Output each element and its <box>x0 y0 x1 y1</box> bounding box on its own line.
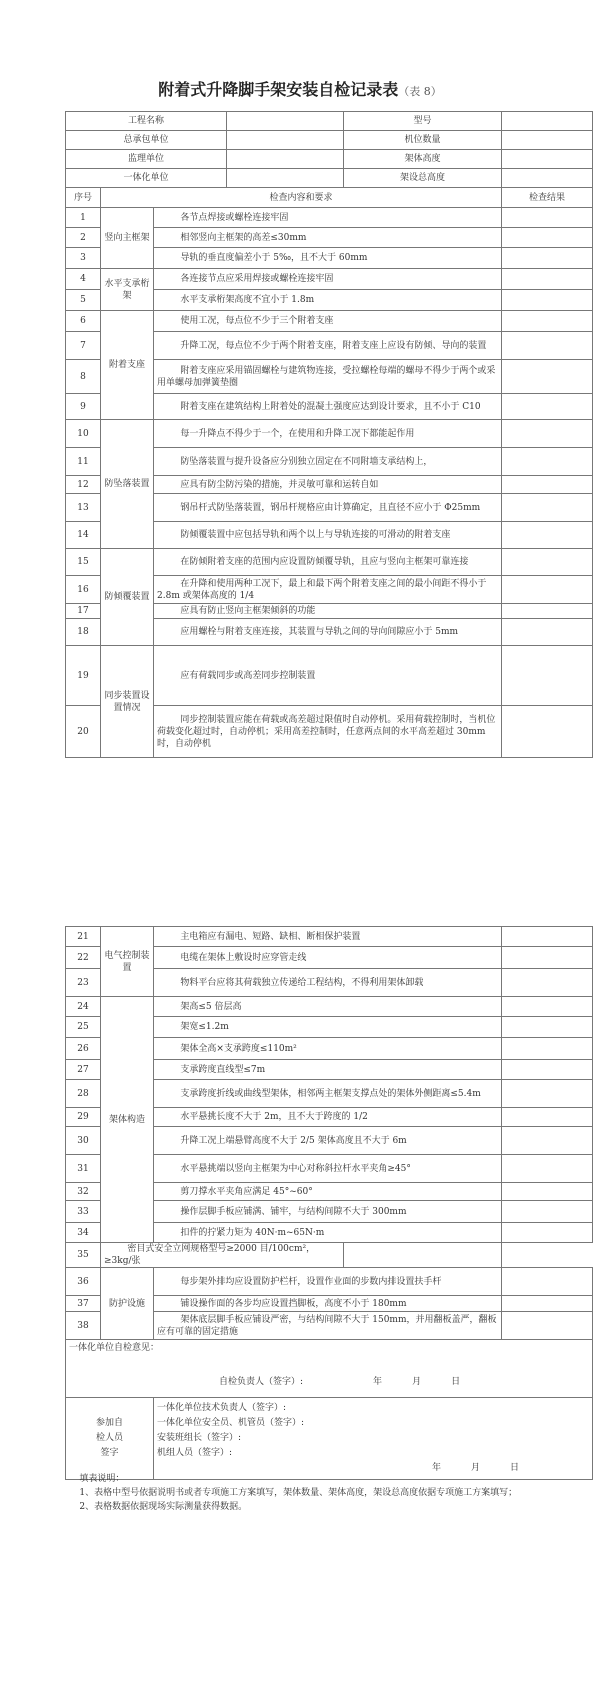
group-label: 架体构造 <box>101 997 154 1243</box>
check-result[interactable] <box>502 969 593 997</box>
group-label: 电气控制装置 <box>101 927 154 997</box>
check-result[interactable] <box>502 1201 593 1223</box>
integrated-unit-value[interactable] <box>227 169 344 188</box>
check-item: 升降工况上端悬臂高度不大于 2/5 架体高度且不大于 6m <box>154 1127 502 1155</box>
safety-officer-signature: 一体化单位安全员、机管员（签字）: <box>157 1418 305 1428</box>
participants-date: 年 月 日 <box>431 1463 520 1473</box>
check-result[interactable] <box>502 1038 593 1060</box>
participants-signatures[interactable] <box>154 1398 593 1480</box>
check-result[interactable] <box>502 269 593 290</box>
note-item: 2、表格数据依据现场实际测量获得数据。 <box>79 1502 248 1512</box>
col-header-no: 序号 <box>66 188 101 208</box>
check-result[interactable] <box>502 1268 593 1296</box>
frame-height-label: 架体高度 <box>344 150 502 169</box>
frame-height-value[interactable] <box>502 150 593 169</box>
check-item: 应具有防尘防污染的措施，并灵敏可靠和运转自如 <box>154 476 502 494</box>
check-result[interactable] <box>502 290 593 311</box>
check-item: 应用螺栓与附着支座连接，其装置与导轨之间的导向间隙应小于 5mm <box>154 619 502 646</box>
check-item: 操作层脚手板应铺满、铺牢，与结构间隙不大于 300mm <box>154 1201 502 1223</box>
header-row <box>66 112 593 131</box>
check-result[interactable] <box>502 706 593 758</box>
check-result[interactable] <box>502 1080 593 1108</box>
check-item: 同步控制装置应能在荷载或高差超过限值时自动停机。采用荷载控制时，当机位荷载变化超过时，自动停机；采用高差控制时，任意两点间的水平高差超过 30mm 时，自动停机 <box>154 706 502 758</box>
row-number: 10 <box>66 420 101 448</box>
crew-signature: 机组人员（签字）: <box>157 1448 233 1458</box>
table-row <box>66 646 593 706</box>
check-item: 铺设操作面的各步均应设置挡脚板，高度不小于 180mm <box>154 1296 502 1312</box>
check-item: 每一升降点不得少于一个，在使用和升降工况下都能起作用 <box>154 420 502 448</box>
row-number: 25 <box>66 1017 101 1038</box>
check-result[interactable] <box>502 1223 593 1243</box>
self-check-opinion-cell[interactable] <box>66 1340 593 1398</box>
row-number: 22 <box>66 947 101 969</box>
inspection-table-part-1 <box>65 111 593 758</box>
row-number: 31 <box>66 1155 101 1183</box>
row-number: 13 <box>66 494 101 522</box>
check-result[interactable] <box>502 1017 593 1038</box>
check-item: 水平支承桁架高度不宜小于 1.8m <box>154 290 502 311</box>
row-number: 32 <box>66 1183 101 1201</box>
check-item: 各节点焊接或螺栓连接牢固 <box>154 208 502 228</box>
check-result[interactable] <box>502 646 593 706</box>
row-number: 24 <box>66 997 101 1017</box>
check-item: 每步架外排均应设置防护栏杆，设置作业面的步数内排设置扶手杆 <box>154 1268 502 1296</box>
check-result[interactable] <box>502 420 593 448</box>
check-result[interactable] <box>502 228 593 248</box>
group-label: 防倾覆装置 <box>101 549 154 646</box>
row-number: 19 <box>66 646 101 706</box>
general-contractor-value[interactable] <box>227 131 344 150</box>
check-result[interactable] <box>502 619 593 646</box>
check-item: 使用工况，每点位不少于三个附着支座 <box>154 311 502 332</box>
check-result[interactable] <box>344 1243 502 1268</box>
row-number: 20 <box>66 706 101 758</box>
check-result[interactable] <box>502 448 593 476</box>
check-result[interactable] <box>502 332 593 360</box>
check-result[interactable] <box>502 1127 593 1155</box>
row-number: 1 <box>66 208 101 228</box>
check-item: 升降工况，每点位不少于两个附着支座，附着支座上应设有防倾、导向的装置 <box>154 332 502 360</box>
row-number: 38 <box>66 1312 101 1340</box>
check-item: 在升降和使用两种工况下，最上和最下两个附着支座之间的最小间距不得小于 2.8m 或架体高度的 1/4 <box>154 576 502 604</box>
project-name-value[interactable] <box>227 112 344 131</box>
inspection-table-part-2 <box>65 926 593 1480</box>
self-check-sign-label: 自检负责人（签字）: <box>219 1377 304 1387</box>
total-height-value[interactable] <box>502 169 593 188</box>
check-item: 主电箱应有漏电、短路、缺相、断相保护装置 <box>154 927 502 947</box>
check-item: 架体全高×支承跨度≤110m² <box>154 1038 502 1060</box>
check-result[interactable] <box>502 360 593 394</box>
check-item: 架宽≤1.2m <box>154 1017 502 1038</box>
supervision-unit-value[interactable] <box>227 150 344 169</box>
table-row <box>66 269 593 290</box>
check-result[interactable] <box>502 394 593 420</box>
col-header-result: 检查结果 <box>502 188 593 208</box>
check-item: 各连接节点应采用焊接或螺栓连接牢固 <box>154 269 502 290</box>
general-contractor-label: 总承包单位 <box>66 131 227 150</box>
row-number: 35 <box>66 1243 101 1268</box>
check-result[interactable] <box>502 549 593 576</box>
check-result[interactable] <box>502 476 593 494</box>
header-row <box>66 131 593 150</box>
row-number: 29 <box>66 1108 101 1127</box>
participants-label-cell <box>66 1398 154 1480</box>
check-item: 附着支座在建筑结构上附着处的混凝土强度应达到设计要求，且不小于 C10 <box>154 394 502 420</box>
row-number: 21 <box>66 927 101 947</box>
row-number: 26 <box>66 1038 101 1060</box>
check-item: 架高≤5 倍层高 <box>154 997 502 1017</box>
row-number: 16 <box>66 576 101 604</box>
table-row <box>66 420 593 448</box>
check-item: 水平悬挑端以竖向主框架为中心对称斜拉杆水平夹角≥45° <box>154 1155 502 1183</box>
check-result[interactable] <box>502 1183 593 1201</box>
row-number: 15 <box>66 549 101 576</box>
table-row <box>66 311 593 332</box>
row-number: 11 <box>66 448 101 476</box>
notes-title: 填表说明： <box>79 1474 125 1484</box>
project-name-label: 工程名称 <box>66 112 227 131</box>
check-result[interactable] <box>502 208 593 228</box>
check-item: 应具有防止竖向主框架倾斜的功能 <box>154 604 502 619</box>
check-item: 扣件的拧紧力矩为 40N·m~65N·m <box>154 1223 502 1243</box>
check-result[interactable] <box>502 1155 593 1183</box>
check-item: 物料平台应将其荷载独立传递给工程结构，不得利用架体卸载 <box>154 969 502 997</box>
filling-instructions <box>65 1472 592 1514</box>
row-number: 14 <box>66 522 101 549</box>
group-label: 水平支承桁架 <box>101 269 154 311</box>
group-label: 防坠落装置 <box>101 420 154 549</box>
header-row <box>66 150 593 169</box>
model-label: 型号 <box>344 112 502 131</box>
check-item: 水平悬挑长度不大于 2m，且不大于跨度的 1/2 <box>154 1108 502 1127</box>
row-number: 17 <box>66 604 101 619</box>
check-result[interactable] <box>502 576 593 604</box>
table-number: （表 8） <box>398 85 442 98</box>
table-row <box>66 997 593 1017</box>
check-item: 防倾覆装置中应包括导轨和两个以上与导轨连接的可滑动的附着支座 <box>154 522 502 549</box>
row-number: 8 <box>66 360 101 394</box>
check-item: 支承跨度折线或曲线型架体，相邻两主框架支撑点处的架体外侧距离≤5.4m <box>154 1080 502 1108</box>
self-check-signature-line: 自检负责人（签字）: 年 月 日 <box>219 1377 461 1387</box>
note-item: 1、表格中型号依据说明书或者专项施工方案填写，架体数量、架体高度，架设总高度依据专项施工方案填写； <box>79 1488 518 1498</box>
check-result[interactable] <box>502 1108 593 1127</box>
group-label: 竖向主框架 <box>101 208 154 269</box>
row-number: 37 <box>66 1296 101 1312</box>
col-header-content: 检查内容和要求 <box>101 188 502 208</box>
total-height-label: 架设总高度 <box>344 169 502 188</box>
check-item: 密目式安全立网规格型号≥2000 目/100cm²，≥3kg/张 <box>101 1243 344 1268</box>
check-item: 剪刀撑水平夹角应满足 45°~60° <box>154 1183 502 1201</box>
tech-lead-signature: 一体化单位技术负责人（签字）: <box>157 1403 287 1413</box>
header-row <box>66 169 593 188</box>
check-result[interactable] <box>502 1296 593 1312</box>
check-result[interactable] <box>502 927 593 947</box>
check-result[interactable] <box>502 1312 593 1340</box>
check-result[interactable] <box>502 1060 593 1080</box>
model-value[interactable] <box>502 112 593 131</box>
integrated-unit-label: 一体化单位 <box>66 169 227 188</box>
document-title: 附着式升降脚手架安装自检记录表（表 8） <box>158 80 442 99</box>
group-label: 附着支座 <box>101 311 154 420</box>
check-item: 防坠落装置与提升设备应分别独立固定在不同附墙支承结构上， <box>154 448 502 476</box>
check-item: 支承跨度直线型≤7m <box>154 1060 502 1080</box>
row-number: 28 <box>66 1080 101 1108</box>
row-number: 2 <box>66 228 101 248</box>
row-number: 36 <box>66 1268 101 1296</box>
row-number: 27 <box>66 1060 101 1080</box>
check-result[interactable] <box>502 947 593 969</box>
group-label: 防护设施 <box>101 1268 154 1340</box>
row-number: 30 <box>66 1127 101 1155</box>
table-row <box>66 927 593 947</box>
check-item: 钢吊杆式防坠落装置，钢吊杆规格应由计算确定，且直径不应小于 Φ25mm <box>154 494 502 522</box>
table-row <box>66 1268 593 1296</box>
check-item: 附着支座应采用锚固螺栓与建筑物连接，受拉螺栓每端的螺母不得少于两个或采用单螺母加弹簧垫圈 <box>154 360 502 394</box>
check-result[interactable] <box>502 248 593 269</box>
team-leader-signature: 安装班组长（签字）: <box>157 1433 242 1443</box>
check-result[interactable] <box>502 997 593 1017</box>
check-item: 在防倾附着支座的范围内应设置防倾覆导轨，且应与竖向主框架可靠连接 <box>154 549 502 576</box>
row-number: 7 <box>66 332 101 360</box>
row-number: 6 <box>66 311 101 332</box>
row-number: 3 <box>66 248 101 269</box>
opinion-label: 一体化单位自检意见： <box>69 1343 160 1353</box>
row-number: 18 <box>66 619 101 646</box>
check-result[interactable] <box>502 494 593 522</box>
supervision-unit-label: 监理单位 <box>66 150 227 169</box>
row-number: 5 <box>66 290 101 311</box>
check-result[interactable] <box>502 311 593 332</box>
row-number: 12 <box>66 476 101 494</box>
column-header-row <box>66 188 593 208</box>
check-item: 相邻竖向主框架的高差≤30mm <box>154 228 502 248</box>
check-item: 应有荷载同步或高差同步控制装置 <box>154 646 502 706</box>
check-item: 导轨的垂直度偏差小于 5‰，且不大于 60mm <box>154 248 502 269</box>
unit-count-label: 机位数量 <box>344 131 502 150</box>
self-check-opinion-row <box>66 1340 593 1398</box>
table-row <box>66 549 593 576</box>
table-row <box>66 1243 593 1268</box>
row-number: 33 <box>66 1201 101 1223</box>
check-item: 架体底层脚手板应铺设严密，与结构间隙不大于 150mm，并用翻板盖严，翻板应有可靠的固定措施 <box>154 1312 502 1340</box>
row-number: 9 <box>66 394 101 420</box>
group-label: 同步装置设置情况 <box>101 646 154 758</box>
check-item: 电缆在架体上敷设时应穿管走线 <box>154 947 502 969</box>
participants-label: 参加自检人员签字 <box>95 1418 123 1458</box>
row-number: 34 <box>66 1223 101 1243</box>
check-result[interactable] <box>502 522 593 549</box>
row-number: 4 <box>66 269 101 290</box>
row-number: 23 <box>66 969 101 997</box>
participants-row <box>66 1398 593 1480</box>
table-row <box>66 208 593 228</box>
check-result[interactable] <box>502 604 593 619</box>
unit-count-value[interactable] <box>502 131 593 150</box>
